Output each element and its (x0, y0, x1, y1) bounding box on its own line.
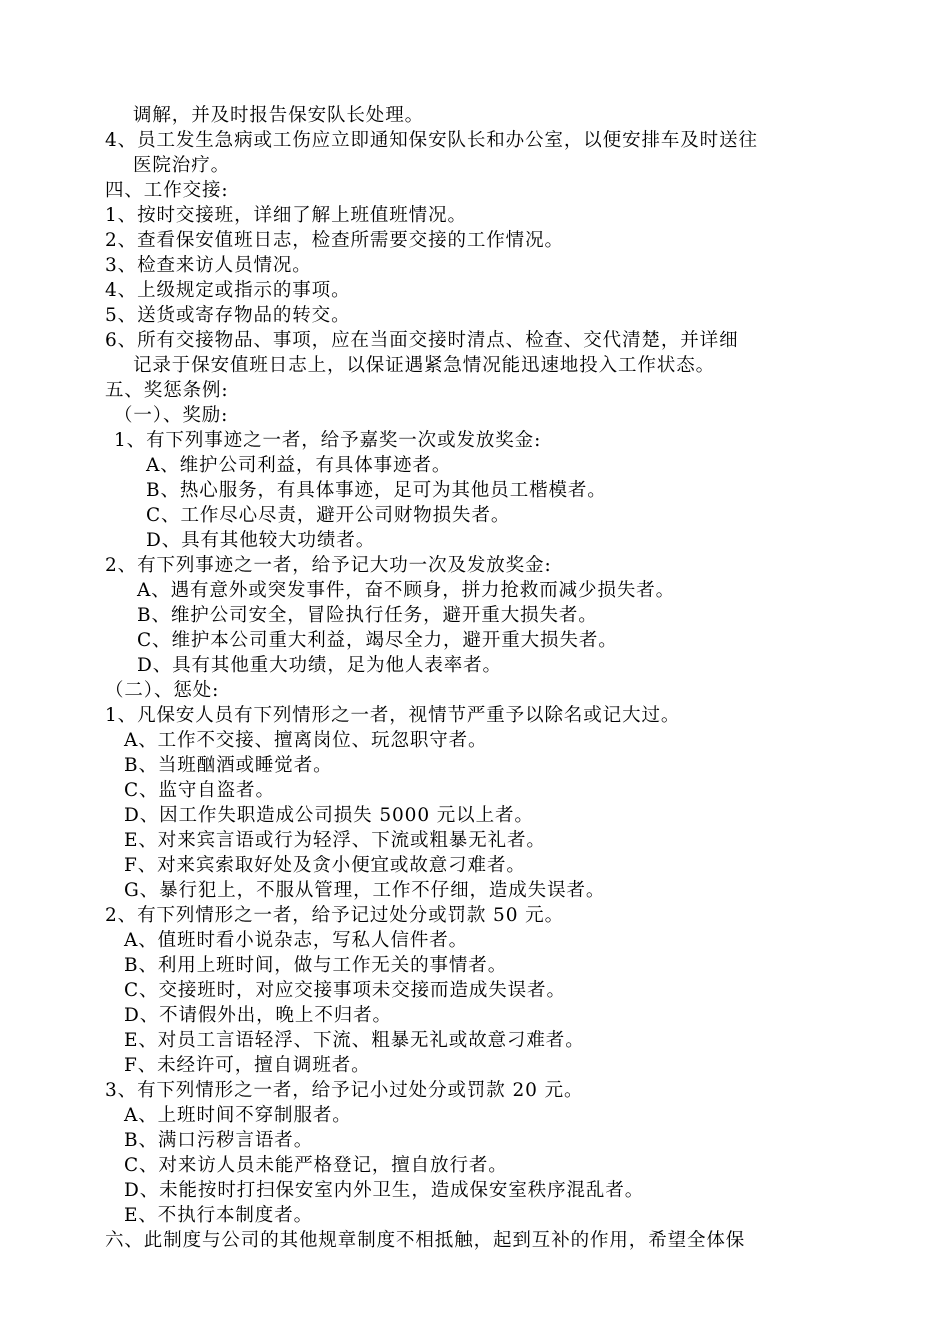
text-line: 1、凡保安人员有下列情形之一者，视情节严重予以除名或记大过。 (105, 705, 681, 726)
subsection-heading: （二）、惩处: (105, 680, 220, 701)
list-item: D、不请假外出，晚上不归者。 (124, 1005, 392, 1026)
list-item: E、不执行本制度者。 (124, 1205, 314, 1226)
list-item: D、因工作失职造成公司损失 5000 元以上者。 (124, 805, 534, 826)
text-line: 2、有下列情形之一者，给予记过处分或罚款 50 元。 (105, 905, 564, 926)
list-item: B、满口污秽言语者。 (124, 1130, 314, 1151)
text-line: 1、按时交接班，详细了解上班值班情况。 (105, 205, 467, 226)
list-item: C、监守自盗者。 (124, 780, 275, 801)
section-heading: 四、工作交接: (105, 180, 229, 201)
text-line: 5、送货或寄存物品的转交。 (105, 305, 351, 326)
text-line: 3、有下列情形之一者，给予记小过处分或罚款 20 元。 (105, 1080, 584, 1101)
list-item: A、值班时看小说杂志，写私人信件者。 (124, 930, 469, 951)
subsection-heading: （一）、奖励: (114, 405, 229, 426)
text-line: 2、有下列事迹之一者，给予记大功一次及发放奖金: (105, 555, 552, 576)
text-line: 医院治疗。 (133, 155, 231, 176)
list-item: E、对来宾言语或行为轻浮、下流或粗暴无礼者。 (124, 830, 546, 851)
list-item: B、维护公司安全，冒险执行任务，避开重大损失者。 (137, 605, 598, 626)
text-line: 记录于保安值班日志上，以保证遇紧急情况能迅速地投入工作状态。 (133, 355, 716, 376)
text-line: 3、检查来访人员情况。 (105, 255, 312, 276)
list-item: A、遇有意外或突发事件，奋不顾身，拼力抢救而减少损失者。 (137, 580, 676, 601)
list-item: A、工作不交接、擅离岗位、玩忽职守者。 (124, 730, 488, 751)
text-line: 4、上级规定或指示的事项。 (105, 280, 351, 301)
list-item: C、对来访人员未能严格登记，擅自放行者。 (124, 1155, 508, 1176)
list-item: F、未经许可，擅自调班者。 (124, 1055, 371, 1076)
list-item: A、维护公司利益，有具体事迹者。 (146, 455, 452, 476)
section-heading: 五、奖惩条例: (105, 380, 229, 401)
list-item: B、热心服务，有具体事迹，足可为其他员工楷模者。 (146, 480, 607, 501)
text-line: 4、员工发生急病或工伤应立即通知保安队长和办公室，以便安排车及时送往 (105, 130, 758, 151)
text-line: 2、查看保安值班日志，检查所需要交接的工作情况。 (105, 230, 564, 251)
list-item: F、对来宾索取好处及贪小便宜或故意刁难者。 (124, 855, 526, 876)
text-line: 1、有下列事迹之一者，给予嘉奖一次或发放奖金: (114, 430, 542, 451)
list-item: C、维护本公司重大利益，竭尽全力，避开重大损失者。 (137, 630, 618, 651)
list-item: B、利用上班时间，做与工作无关的事情者。 (124, 955, 508, 976)
list-item: C、工作尽心尽责，避开公司财物损失者。 (146, 505, 511, 526)
list-item: G、暴行犯上，不服从管理，工作不仔细，造成失误者。 (124, 880, 606, 901)
list-item: C、交接班时，对应交接事项未交接而造成失误者。 (124, 980, 566, 1001)
text-line: 6、所有交接物品、事项，应在当面交接时清点、检查、交代清楚，并详细 (105, 330, 739, 351)
section-heading: 六、此制度与公司的其他规章制度不相抵触，起到互补的作用，希望全体保 (105, 1230, 746, 1251)
text-line: 调解，并及时报告保安队长处理。 (133, 105, 425, 126)
list-item: B、当班酗酒或睡觉者。 (124, 755, 333, 776)
list-item: A、上班时间不穿制服者。 (124, 1105, 352, 1126)
list-item: D、未能按时打扫保安室内外卫生，造成保安室秩序混乱者。 (124, 1180, 645, 1201)
list-item: E、对员工言语轻浮、下流、粗暴无礼或故意刁难者。 (124, 1030, 585, 1051)
list-item: D、具有其他重大功绩，足为他人表率者。 (137, 655, 502, 676)
list-item: D、具有其他较大功绩者。 (146, 530, 376, 551)
